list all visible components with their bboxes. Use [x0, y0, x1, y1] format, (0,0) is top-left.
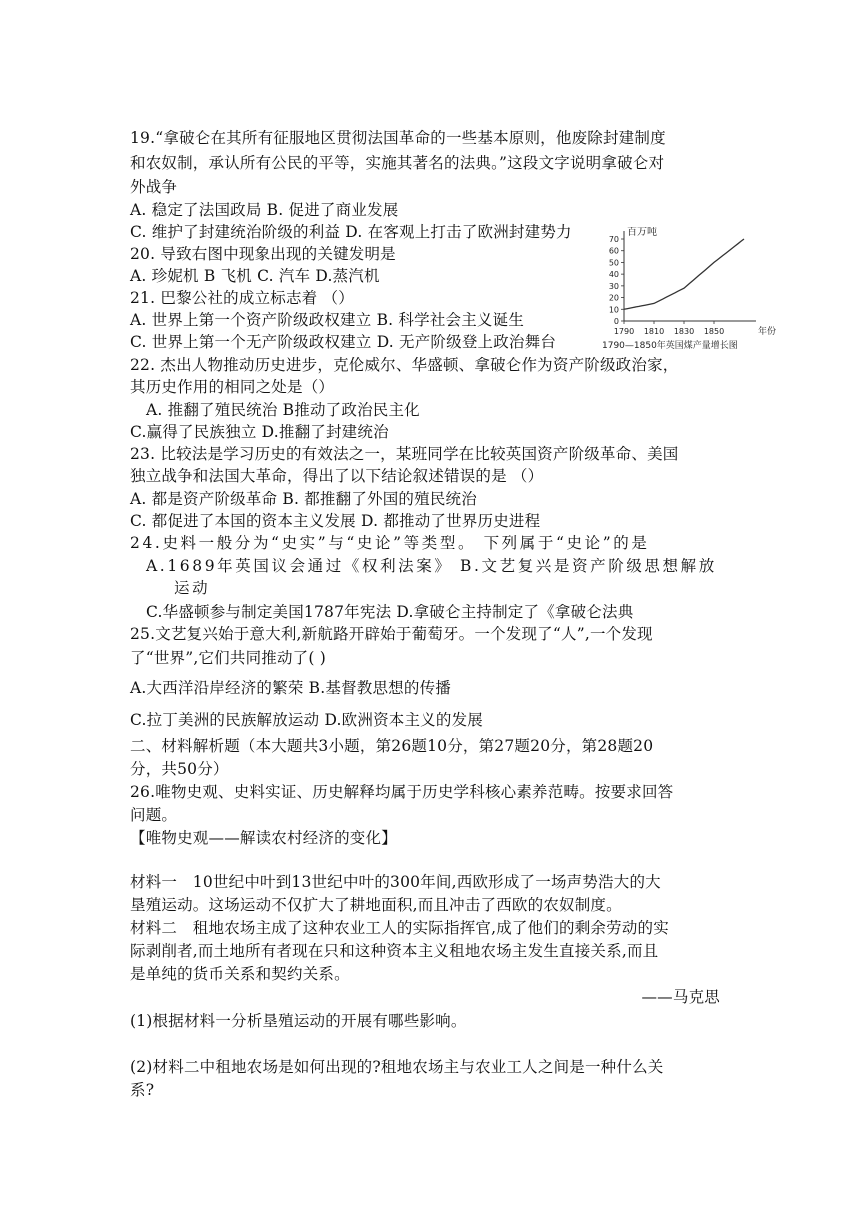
- coal-output-line: [624, 239, 744, 309]
- section-two-heading-cont: 分，共50分）: [130, 760, 229, 778]
- q25-line-2: 了“世界”,它们共同推动了( ): [130, 649, 326, 667]
- q23-options-cd: C. 都促进了本国的资本主义发展 D. 都推动了世界历史进程: [130, 512, 541, 530]
- q23-options-ab: A. 都是资产阶级革命 B. 都推翻了外国的殖民统治: [130, 490, 477, 508]
- q20-options: A. 珍妮机 B 飞机 C. 汽车 D.蒸汽机: [130, 267, 380, 285]
- y-tick-label: 10: [608, 305, 619, 315]
- q21-options-ab: A. 世界上第一个资产阶级政权建立 B. 科学社会主义诞生: [130, 311, 525, 329]
- y-tick-label: 20: [608, 293, 619, 303]
- y-tick-label: 40: [608, 270, 619, 280]
- chart-title: 1790—1850年英国煤产量增长图: [602, 341, 738, 351]
- q24-stem: 24.史料一般分为“史实”与“史论”等类型。 下列属于“史论”的是: [130, 534, 650, 552]
- x-tick-label: 1850: [703, 327, 725, 336]
- q21-stem: 21. 巴黎公社的成立标志着 （）: [130, 289, 354, 307]
- material-two-line-3: 是单纯的货币关系和契约关系。: [130, 965, 350, 983]
- chart-x-axis-label: 年份: [758, 327, 777, 337]
- q19-line-1: 19.“拿破仑在其所有征服地区贯彻法国革命的一些基本原则，他废除封建制度: [130, 129, 666, 147]
- q20-stem: 20. 导致右图中现象出现的关键发明是: [130, 245, 396, 263]
- y-tick-label: 70: [608, 235, 619, 244]
- material-one-line-2: 垦殖运动。这场运动不仅扩大了耕地面积,而且冲击了西欧的农奴制度。: [130, 896, 622, 914]
- q19-options-ab: A. 稳定了法国政局 B. 促进了商业发展: [130, 201, 399, 219]
- material-one-line-1: 材料一 10世纪中叶到13世纪中叶的300年间,西欧形成了一场声势浩大的大: [130, 873, 661, 891]
- q23-line-2: 独立战争和法国大革命，得出了以下结论叙述错误的是 （）: [130, 467, 544, 485]
- q19-line-2: 和农奴制，承认所有公民的平等，实施其著名的法典。”这段文字说明拿破仑对: [130, 154, 665, 172]
- chart-y-axis-label: 百万吨: [627, 227, 657, 238]
- q22-options-cd: C.赢得了民族独立 D.推翻了封建统治: [130, 423, 389, 441]
- q21-options-cd: C. 世界上第一个无产阶级政权建立 D. 无产阶级登上政治舞台: [130, 333, 557, 351]
- material-two-source: ——马克思: [641, 988, 720, 1006]
- q25-line-1: 25.文艺复兴始于意大利,新航路开辟始于葡萄牙。一个发现了“人”,一个发现: [130, 625, 653, 643]
- q26-part-2-line-2: 系?: [130, 1081, 155, 1099]
- q24-options-ab: A.1689年英国议会通过《权利法案》 B.文艺复兴是资产阶级思想解放: [146, 557, 717, 575]
- y-tick-label: 30: [608, 281, 619, 291]
- x-tick-label: 1830: [673, 327, 695, 336]
- q25-options-ab: A.大西洋沿岸经济的繁荣 B.基督教思想的传播: [130, 679, 451, 697]
- x-tick-label: 1810: [643, 327, 665, 336]
- x-tick-label: 1790: [613, 327, 635, 336]
- q24-options-cd: C.华盛顿参与制定美国1787年宪法 D.拿破仑主持制定了《拿破仑法典: [146, 603, 634, 621]
- q19-line-3: 外战争: [130, 178, 178, 196]
- q22-line-1: 22. 杰出人物推动历史进步，克伦威尔、华盛顿、拿破仑作为资产阶级政治家，: [130, 356, 679, 374]
- q22-line-2: 其历史作用的相同之处是（）: [130, 378, 335, 396]
- y-tick-label: 60: [608, 246, 619, 256]
- material-two-line-2: 际剥削者,而土地所有者现在只和这种资本主义租地农场主发生直接关系,而且: [130, 942, 659, 960]
- coal-output-chart: [600, 227, 780, 359]
- q26-part-1: (1)根据材料一分析垦殖运动的开展有哪些影响。: [130, 1012, 467, 1030]
- q26-topic-heading: 【唯物史观——解读农村经济的变化】: [130, 829, 397, 847]
- q26-intro-cont: 问题。: [130, 806, 178, 824]
- y-tick-label: 50: [608, 258, 619, 268]
- q25-options-cd: C.拉丁美洲的民族解放运动 D.欧洲资本主义的发展: [130, 711, 483, 729]
- q19-options-cd: C. 维护了封建统治阶级的利益 D. 在客观上打击了欧洲封建势力: [130, 223, 572, 241]
- section-two-heading: 二、材料解析题（本大题共3小题，第26题10分，第27题20分，第28题20: [130, 737, 654, 755]
- material-two-line-1: 材料二 租地农场主成了这种农业工人的实际指挥官,成了他们的剩余劳动的实: [130, 919, 669, 937]
- q26-part-2-line-1: (2)材料二中租地农场是如何出现的?租地农场主与农业工人之间是一种什么关: [130, 1058, 664, 1076]
- q23-line-1: 23. 比较法是学习历史的有效法之一，某班同学在比较英国资产阶级革命、美国: [130, 445, 679, 463]
- y-tick-label: 0: [613, 317, 619, 326]
- q24-options-ab-cont: 运动: [174, 579, 211, 597]
- q22-options-ab: A. 推翻了殖民统治 B推动了政治民主化: [146, 401, 420, 419]
- q26-intro: 26.唯物史观、史料实证、历史解释均属于历史学科核心素养范畴。按要求回答: [130, 783, 674, 801]
